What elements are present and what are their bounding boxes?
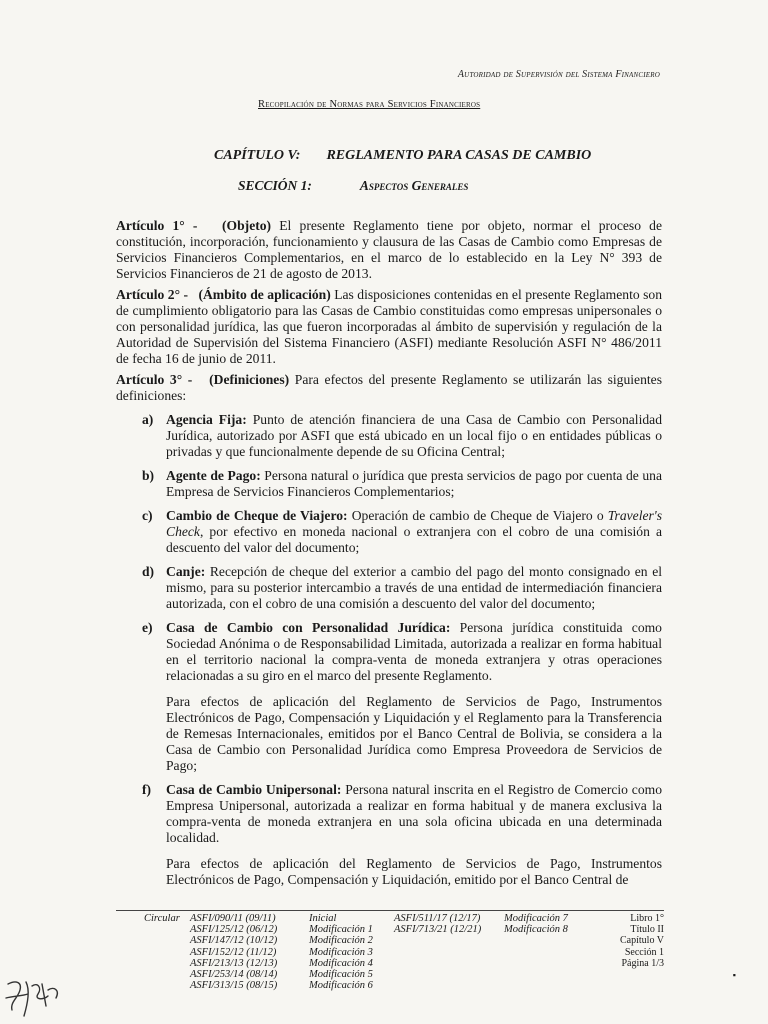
footer-section: Sección 1 (624, 946, 664, 958)
definition-a (116, 412, 662, 460)
footer-code: ASFI/511/17 (12/17) (394, 913, 481, 924)
definition-b-term: Agente de Pago: (166, 468, 261, 483)
definition-f-mark: f) (142, 782, 152, 797)
definition-a-text: Punto de atención financiera de una Casa de Cambio con Personalidad Jurídica, autorizado por ASFI que está ubicado en un local fijo o en entidades públicas o privadas y que funcionalmente depende de su Oficina Central; (166, 412, 662, 459)
article-1-label: Artículo 1° - (116, 218, 198, 233)
footer-code: ASFI/213/13 (12/13) (190, 957, 278, 969)
footer-mod: Inicial (309, 913, 337, 924)
footer-modifications-2 (504, 913, 568, 935)
footer-code: ASFI/125/12 (06/12) (190, 924, 278, 936)
definition-b-text: Persona natural o jurídica que presta servicios de pago por cuenta de una Empresa de Servicios Financieros Complementarios; (166, 468, 662, 499)
definition-d-mark: d) (142, 564, 155, 579)
footer-mod: Modificación 3 (309, 946, 373, 958)
definition-d-term: Canje: (166, 564, 206, 579)
footer-circular-label: Circular (144, 913, 180, 924)
definition-c-text-after: , por efectivo en moneda nacional o extranjera con el cobro de una comisión a descuento del valor del documento; (166, 524, 662, 555)
footer-code: ASFI/090/11 (09/11) (190, 913, 276, 924)
margin-mark: ▪ (732, 970, 736, 980)
footer-code: ASFI/147/12 (10/12) (190, 935, 278, 947)
definition-f-term: Casa de Cambio Unipersonal: (166, 782, 342, 797)
definition-d (116, 564, 662, 612)
footer-circular-codes-2 (394, 913, 481, 935)
footer-mod: Modificación 4 (309, 957, 373, 969)
section-label: SECCIÓN 1: (238, 178, 312, 193)
footer-mod: Modificación 1 (309, 924, 373, 936)
footer-code: ASFI/713/21 (12/21) (394, 924, 482, 936)
footer-mod: Modificación 6 (309, 980, 373, 992)
definition-f (116, 782, 662, 888)
footer-code: ASFI/253/14 (08/14) (190, 969, 278, 981)
article-3-label: Artículo 3° - (116, 372, 193, 387)
footer-circular-codes (190, 913, 277, 991)
definition-c-italic: Traveler's Check (166, 508, 662, 539)
chapter-title: REGLAMENTO PARA CASAS DE CAMBIO (326, 148, 592, 163)
definition-b (116, 468, 662, 500)
header-compilation: Recopilación de Normas para Servicios Financieros (258, 99, 481, 110)
definition-f-text: Persona natural inscrita en el Registro de Comercio como Empresa Unipersonal, autorizada a realizar en forma habitual y de manera exclusiva la compra-venta de moneda extranjera en una sola oficina ubicada en una determinada localidad. (166, 782, 662, 845)
definition-c-mark: c) (142, 508, 153, 523)
article-3 (116, 372, 662, 404)
definition-a-term: Agencia Fija: (166, 412, 247, 427)
header-authority: Autoridad de Supervisión del Sistema Financiero (457, 69, 660, 80)
footer-book: Libro 1° (630, 913, 664, 924)
footer-code: ASFI/152/12 (11/12) (190, 946, 277, 958)
definition-e-term: Casa de Cambio con Personalidad Jurídica: (166, 620, 451, 635)
footer-modifications (309, 913, 373, 991)
definition-c (116, 508, 662, 556)
footer-mod: Modificación 5 (309, 969, 373, 981)
footer-title: Título II (630, 924, 664, 936)
footer-code: ASFI/313/15 (08/15) (190, 980, 278, 992)
chapter-label: CAPÍTULO V: (214, 148, 301, 163)
article-2-text: Las disposiciones contenidas en el presente Reglamento son de cumplimiento obligatorio para las Casas de Cambio constituidas como empresas unipersonales o con personalidad jurídica, las que fueron incorporadas al ámbito de supervisión y regulación de la Autoridad de Supervisión del Sistema Financiero (ASFI) mediante Resolución ASFI N° 486/2011 de fecha 16 de junio de 2011. (116, 287, 662, 366)
section-heading (238, 178, 468, 194)
article-2-heading: (Ámbito de aplicación) (198, 287, 331, 302)
definition-e-text: Persona jurídica constituida como Sociedad Anónima o de Responsabilidad Limitada, autorizada a realizar en forma habitual en el territorio nacional la compra-venta de moneda extranjera y otras operaciones relacionadas a su giro en el marco del presente Reglamento. (166, 620, 662, 683)
footer (116, 911, 664, 1006)
definition-c-text-before: Operación de cambio de Cheque de Viajero o (347, 508, 608, 523)
definition-b-mark: b) (142, 468, 155, 483)
definition-c-term: Cambio de Cheque de Viajero: (166, 508, 348, 523)
definition-e-mark: e) (142, 620, 153, 635)
article-1 (116, 218, 662, 282)
article-3-heading: (Definiciones) (209, 372, 290, 387)
definition-e (116, 620, 662, 774)
definition-a-mark: a) (142, 412, 154, 427)
footer-page: Página 1/3 (621, 957, 664, 969)
document-body (116, 218, 662, 896)
footer-mod: Modificación 7 (504, 913, 568, 924)
definition-e-para2: Para efectos de aplicación del Reglamento de Servicios de Pago, Instrumentos Electrónicos de Pago, Compensación y Liquidación y el Reglamento para la Transferencia de Remesas Internacionales, emitidos por el Banco Central de Bolivia, se considera a la Casa de Cambio con Personalidad Jurídica como Empresa Proveedora de Servicios de Pago; (166, 694, 662, 773)
footer-chapter: Capítulo V (620, 935, 664, 947)
definition-d-text: Recepción de cheque del exterior a cambio del pago del monto consignado en el mismo, para su posterior intercambio a través de una entidad de intermediación financiera autorizada, con el cobro de una comisión a descuento del valor del documento; (166, 564, 662, 611)
footer-mod: Modificación 8 (504, 924, 568, 936)
article-1-heading: (Objeto) (222, 218, 272, 233)
section-title: Aspectos Generales (359, 178, 469, 193)
article-1-text: El presente Reglamento tiene por objeto, normar el proceso de constitución, incorporación, funcionamiento y clausura de las Casas de Cambio como Empresas de Servicios Financieros Complementarios, en el marco de lo establecido en la Ley N° 393 de Servicios Financieros de 21 de agosto de 2013. (116, 218, 663, 281)
article-2-label: Artículo 2° - (116, 287, 189, 302)
handwritten-initials-icon (2, 976, 66, 1020)
article-2 (116, 287, 662, 367)
chapter-heading (214, 148, 591, 164)
article-3-text: Para efectos del presente Reglamento se utilizarán las siguientes definiciones: (116, 372, 662, 403)
footer-location (620, 913, 664, 969)
footer-mod: Modificación 2 (309, 935, 373, 947)
definition-f-para2: Para efectos de aplicación del Reglamento de Servicios de Pago, Instrumentos Electrónicos de Pago, Compensación y Liquidación, emitido por el Banco Central de (166, 856, 662, 887)
